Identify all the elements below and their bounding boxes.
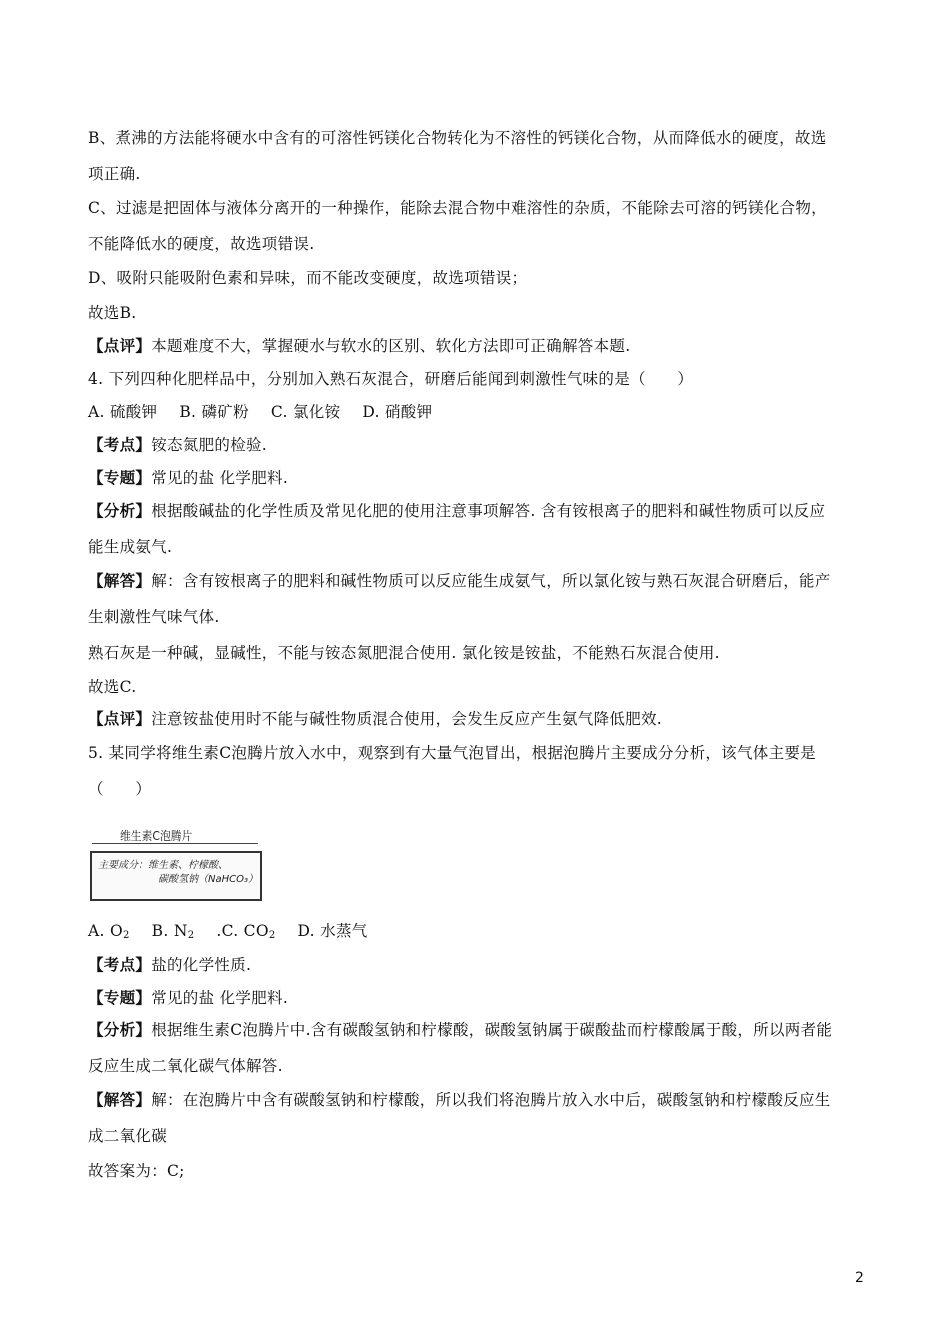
question-4-stem: 4. 下列四种化肥样品中，分别加入熟石灰混合，研磨后能闻到刺激性气味的是（ ） <box>88 370 694 388</box>
ingredients-line: 主要成分：维生素、柠檬酸、 <box>98 860 228 871</box>
option-d <box>298 921 368 941</box>
option-c <box>216 921 275 946</box>
kaodian-line <box>88 435 267 455</box>
comment-text: 本题难度不大，掌握硬水与软水的区别、软化方法即可正确解答本题. <box>151 337 631 355</box>
option-d: D. 硝酸钾 <box>362 403 433 421</box>
fenxi-text: 根据酸碱盐的化学性质及常见化肥的使用注意事项解答. 含有铵根离子的肥料和碱性物质可以反应 <box>151 502 826 520</box>
option-formula: 水蒸气 <box>320 922 368 940</box>
zhuanti-text: 常见的盐 化学肥料. <box>151 989 289 1007</box>
fenxi-text: 根据维生素C泡腾片中.含有碳酸氢钠和柠檬酸，碳酸氢钠属于碳酸盐而柠檬酸属于酸，所以两者能 <box>151 1021 833 1039</box>
comment-text: 注意铵盐使用时不能与碱性物质混合使用，会发生反应产生氨气降低肥效. <box>151 710 663 728</box>
option-b <box>152 921 195 946</box>
option-letter: D. <box>297 922 315 940</box>
zhuanti-line <box>88 988 288 1008</box>
text-line: 故选B. <box>88 304 137 322</box>
comment-line <box>88 336 630 356</box>
option-formula: N <box>173 922 188 940</box>
figure-ingredient-box <box>90 851 262 901</box>
figure-banner-text: 维生素C泡腾片 <box>120 829 193 843</box>
fenxi-tag: 【分析】 <box>88 1020 152 1039</box>
jieda-tag: 【解答】 <box>88 1090 152 1109</box>
jieda-text: 解：在泡腾片中含有碳酸氢钠和柠檬酸，所以我们将泡腾片放入水中后，碳酸氢钠和柠檬酸反应生 <box>151 1091 831 1109</box>
fenxi-line <box>88 501 825 521</box>
option-subscript: 2 <box>122 930 130 941</box>
zhuanti-line <box>88 468 288 488</box>
zhuanti-tag: 【专题】 <box>88 468 152 487</box>
comment-tag: 【点评】 <box>88 709 152 728</box>
fenxi-tag: 【分析】 <box>88 501 152 520</box>
zhuanti-tag: 【专题】 <box>88 988 152 1007</box>
question-4-options <box>88 402 454 422</box>
jieda-tag: 【解答】 <box>88 571 152 590</box>
kaodian-line <box>88 955 251 975</box>
fenxi-line <box>88 1020 832 1040</box>
text-line: 生刺激性气味气体. <box>88 608 220 626</box>
kaodian-text: 盐的化学性质. <box>151 956 252 974</box>
text-line: 项正确. <box>88 165 141 183</box>
option-b: B. 磷矿粉 <box>179 403 249 421</box>
option-letter: B. <box>151 922 169 940</box>
kaodian-tag: 【考点】 <box>88 435 152 454</box>
text-line: 能生成氨气. <box>88 538 173 556</box>
page-number: 2 <box>855 1270 864 1286</box>
text-line: 成二氧化碳 <box>88 1127 168 1145</box>
effervescent-tablet-figure <box>88 823 262 901</box>
option-formula: O <box>109 922 123 940</box>
option-c: C. 氯化铵 <box>270 403 341 421</box>
comment-line <box>88 709 662 729</box>
text-line: 故选C. <box>88 678 137 696</box>
option-a <box>88 921 130 946</box>
comment-tag: 【点评】 <box>88 336 152 355</box>
text-line: 熟石灰是一种碱，显碱性，不能与铵态氮肥混合使用. 氯化铵是铵盐，不能熟石灰混合使用. <box>88 644 720 662</box>
kaodian-text: 铵态氮肥的检验. <box>151 436 268 454</box>
ingredients-line: 碳酸氢钠（NaHCO₃） <box>158 874 258 885</box>
option-subscript: 2 <box>187 930 195 941</box>
question-5-stem: 5. 某同学将维生素C泡腾片放入水中，观察到有大量气泡冒出，根据泡腾片主要成分分析，该气体主要是 <box>88 744 816 762</box>
figure-banner <box>92 825 258 844</box>
option-letter: .C. <box>216 922 239 940</box>
question-5-options <box>88 921 390 946</box>
question-5-stem-cont: （ ） <box>88 780 152 798</box>
text-line: 反应生成二氧化碳气体解答. <box>88 1057 283 1075</box>
option-a: A. 硫酸钾 <box>88 403 158 421</box>
text-line: B、煮沸的方法能将硬水中含有的可溶性钙镁化合物转化为不溶性的钙镁化合物，从而降低水的硬度，故选 <box>88 129 827 147</box>
text-line: C、过滤是把固体与液体分离开的一种操作，能除去混合物中难溶性的杂质，不能除去可溶的钙镁化合物， <box>88 199 827 217</box>
text-line: 故答案为：C; <box>88 1162 185 1180</box>
text-line: D、吸附只能吸附色素和异味，而不能改变硬度，故选项错误； <box>88 269 528 287</box>
option-subscript: 2 <box>268 930 276 941</box>
option-letter: A. <box>88 922 105 940</box>
kaodian-tag: 【考点】 <box>88 955 152 974</box>
jieda-line <box>88 571 831 591</box>
figure-ingredients <box>98 859 258 887</box>
option-formula: CO <box>243 922 269 940</box>
zhuanti-text: 常见的盐 化学肥料. <box>151 469 289 487</box>
jieda-line <box>88 1090 831 1110</box>
jieda-text: 解：含有铵根离子的肥料和碱性物质可以反应能生成氨气，所以氯化铵与熟石灰混合研磨后，能产 <box>151 572 831 590</box>
text-line: 不能降低水的硬度，故选项错误. <box>88 235 315 253</box>
